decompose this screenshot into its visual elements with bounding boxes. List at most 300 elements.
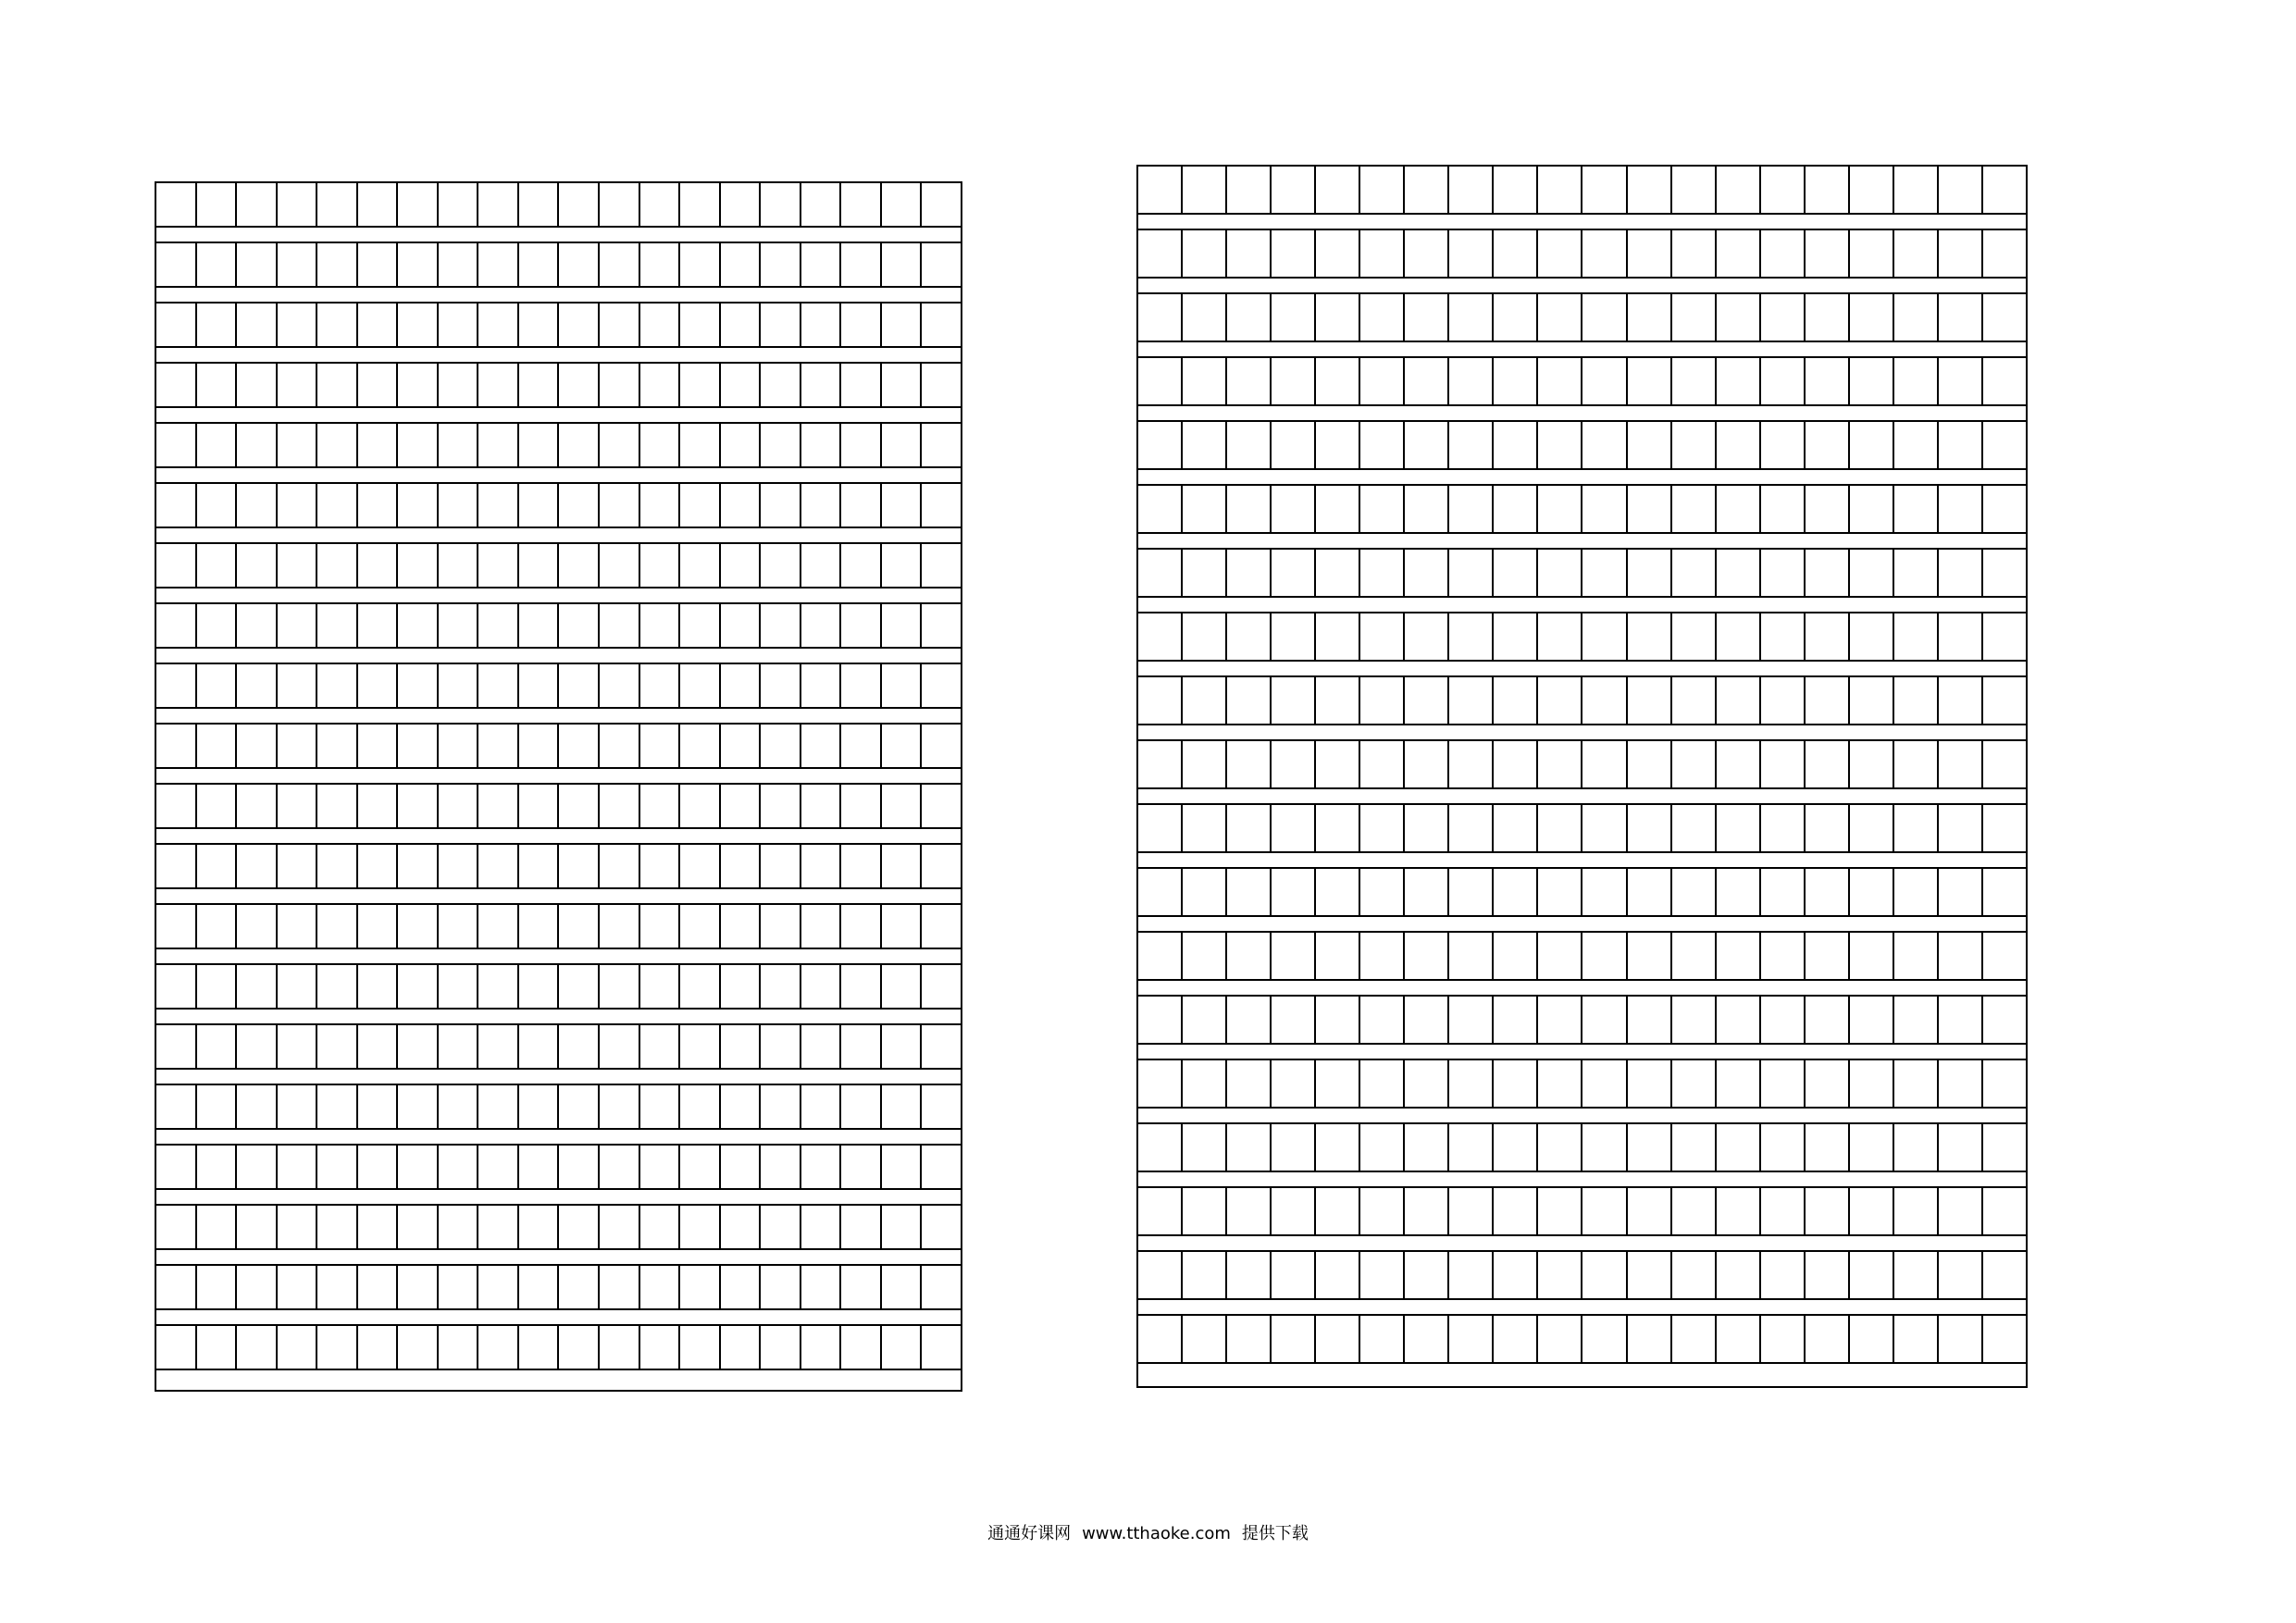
- grid-cell: [1850, 1252, 1894, 1298]
- grid-cell: [1672, 550, 1717, 596]
- grid-cell: [1717, 997, 1761, 1043]
- grid-cell: [559, 1025, 600, 1068]
- grid-cell: [439, 785, 479, 827]
- grid-cell: [1538, 422, 1582, 468]
- grid-cell: [1449, 167, 1494, 213]
- grid-cell: [1806, 869, 1850, 915]
- grid-cell: [519, 664, 560, 707]
- grid-cell: [1983, 741, 2026, 787]
- grid-cell: [439, 1206, 479, 1248]
- grid-cell: [801, 183, 842, 226]
- grid-cell: [882, 905, 923, 948]
- grid-cell: [278, 183, 318, 226]
- grid-cell: [1138, 677, 1183, 724]
- grid-cell: [1538, 1060, 1582, 1107]
- grid-cell: [1227, 805, 1272, 851]
- grid-cell: [1894, 550, 1939, 596]
- grid-cell: [1628, 358, 1672, 404]
- grid-cell: [1272, 1124, 1316, 1171]
- grid-cell: [1983, 1124, 2026, 1171]
- grid-cell: [398, 484, 439, 527]
- grid-cell: [1761, 869, 1806, 915]
- grid-row-spacer: [1138, 1172, 2026, 1188]
- grid-row: [156, 725, 961, 769]
- grid-cell: [600, 905, 640, 948]
- grid-cell: [1582, 550, 1627, 596]
- grid-cell: [398, 845, 439, 887]
- grid-cell: [721, 1206, 762, 1248]
- grid-cell: [1983, 294, 2026, 341]
- grid-cell: [398, 604, 439, 647]
- grid-cell: [1360, 1060, 1405, 1107]
- grid-cell: [1360, 230, 1405, 277]
- grid-cell: [761, 484, 801, 527]
- grid-cell: [1582, 1188, 1627, 1234]
- grid-row: [1138, 1252, 2026, 1300]
- grid-cell: [478, 484, 519, 527]
- grid-cell: [1717, 677, 1761, 724]
- grid-cell: [1538, 613, 1582, 660]
- grid-cell: [1538, 294, 1582, 341]
- footer: [0, 1520, 2296, 1544]
- grid-cell: [801, 664, 842, 707]
- grid-cell: [1850, 422, 1894, 468]
- grid-row: [1138, 805, 2026, 853]
- grid-cell: [1316, 933, 1360, 979]
- grid-cell: [882, 604, 923, 647]
- grid-cell: [1628, 1252, 1672, 1298]
- grid-cell: [1272, 1188, 1316, 1234]
- grid-cell: [1939, 230, 1983, 277]
- grid-row-spacer: [1138, 1109, 2026, 1124]
- grid-cell: [680, 664, 721, 707]
- grid-cell: [1983, 486, 2026, 532]
- grid-cell: [1672, 294, 1717, 341]
- grid-cell: [680, 905, 721, 948]
- grid-cell: [882, 183, 923, 226]
- grid-cell: [1494, 422, 1538, 468]
- grid-cell: [1405, 230, 1449, 277]
- grid-cell: [1183, 550, 1227, 596]
- grid-cell: [1894, 358, 1939, 404]
- grid-cell: [1582, 677, 1627, 724]
- grid-cell: [317, 364, 358, 406]
- grid-cell: [358, 1025, 399, 1068]
- grid-cell: [640, 1206, 681, 1248]
- grid-cell: [801, 845, 842, 887]
- grid-cell: [519, 544, 560, 587]
- grid-cell: [197, 243, 238, 286]
- grid-row: [156, 1266, 961, 1310]
- grid-cell: [882, 1266, 923, 1308]
- grid-cell: [197, 304, 238, 346]
- grid-cell: [478, 1085, 519, 1128]
- grid-cell: [600, 725, 640, 767]
- grid-row: [1138, 486, 2026, 534]
- grid-cell: [197, 725, 238, 767]
- grid-cell: [237, 544, 278, 587]
- grid-cell: [1449, 1124, 1494, 1171]
- grid-cell: [1983, 933, 2026, 979]
- grid-cell: [358, 1266, 399, 1308]
- grid-cell: [317, 424, 358, 466]
- grid-cell: [1894, 167, 1939, 213]
- grid-cell: [439, 1025, 479, 1068]
- grid-cell: [317, 965, 358, 1008]
- grid-cell: [439, 664, 479, 707]
- grid-cell: [478, 664, 519, 707]
- grid-row: [156, 544, 961, 588]
- grid-cell: [1183, 167, 1227, 213]
- grid-cell: [1939, 869, 1983, 915]
- grid-row: [156, 1146, 961, 1190]
- grid-cell: [922, 1206, 961, 1248]
- grid-cell: [1360, 1252, 1405, 1298]
- grid-cell: [1227, 1124, 1272, 1171]
- grid-cell: [1806, 997, 1850, 1043]
- grid-cell: [1494, 1060, 1538, 1107]
- grid-cell: [600, 424, 640, 466]
- grid-cell: [1183, 1124, 1227, 1171]
- grid-cell: [680, 845, 721, 887]
- grid-cell: [600, 243, 640, 286]
- grid-cell: [478, 183, 519, 226]
- grid-row: [156, 424, 961, 468]
- grid-cell: [640, 1085, 681, 1128]
- grid-cell: [761, 1266, 801, 1308]
- grid-row-spacer: [1138, 1364, 2026, 1380]
- grid-cell: [398, 1146, 439, 1188]
- grid-cell: [237, 243, 278, 286]
- grid-cell: [559, 1146, 600, 1188]
- grid-cell: [1449, 1188, 1494, 1234]
- grid-cell: [1983, 1316, 2026, 1362]
- grid-row: [1138, 997, 2026, 1045]
- grid-cell: [156, 424, 197, 466]
- grid-cell: [317, 725, 358, 767]
- grid-cell: [1272, 677, 1316, 724]
- grid-cell: [1272, 1252, 1316, 1298]
- grid-row: [1138, 167, 2026, 215]
- grid-cell: [358, 1146, 399, 1188]
- grid-cell: [1894, 294, 1939, 341]
- grid-cell: [1894, 1060, 1939, 1107]
- grid-cell: [1405, 677, 1449, 724]
- grid-cell: [1272, 1316, 1316, 1362]
- grid-cell: [358, 664, 399, 707]
- grid-cell: [1538, 1316, 1582, 1362]
- grid-cell: [1894, 1316, 1939, 1362]
- grid-cell: [801, 785, 842, 827]
- grid-cell: [801, 484, 842, 527]
- grid-cell: [1672, 1060, 1717, 1107]
- grid-cell: [841, 905, 882, 948]
- grid-cell: [600, 183, 640, 226]
- grid-row: [156, 905, 961, 949]
- grid-cell: [1717, 422, 1761, 468]
- grid-cell: [1494, 358, 1538, 404]
- grid-cell: [1939, 486, 1983, 532]
- grid-cell: [358, 604, 399, 647]
- grid-cell: [1494, 613, 1538, 660]
- grid-cell: [1227, 486, 1272, 532]
- grid-cell: [882, 664, 923, 707]
- grid-cell: [680, 725, 721, 767]
- grid-cell: [197, 905, 238, 948]
- grid-cell: [1939, 805, 1983, 851]
- grid-cell: [721, 424, 762, 466]
- grid-cell: [519, 1266, 560, 1308]
- grid-cell: [1272, 167, 1316, 213]
- grid-cell: [1405, 294, 1449, 341]
- grid-cell: [600, 304, 640, 346]
- grid-cell: [761, 304, 801, 346]
- grid-cell: [841, 484, 882, 527]
- grid-cell: [197, 664, 238, 707]
- grid-cell: [1983, 997, 2026, 1043]
- grid-cell: [1582, 933, 1627, 979]
- grid-cell: [841, 725, 882, 767]
- grid-cell: [1227, 1252, 1272, 1298]
- grid-row-spacer: [156, 889, 961, 905]
- grid-cell: [1405, 933, 1449, 979]
- grid-cell: [519, 243, 560, 286]
- grid-cell: [1582, 805, 1627, 851]
- grid-cell: [1449, 997, 1494, 1043]
- grid-cell: [1983, 805, 2026, 851]
- grid-cell: [1806, 677, 1850, 724]
- grid-cell: [278, 845, 318, 887]
- grid-row: [156, 1025, 961, 1070]
- grid-cell: [156, 304, 197, 346]
- grid-cell: [1227, 869, 1272, 915]
- grid-cell: [600, 1025, 640, 1068]
- grid-cell: [1717, 167, 1761, 213]
- grid-cell: [156, 243, 197, 286]
- grid-cell: [156, 1085, 197, 1128]
- grid-cell: [1316, 230, 1360, 277]
- grid-cell: [1628, 1124, 1672, 1171]
- grid-cell: [1138, 550, 1183, 596]
- grid-row-spacer: [156, 408, 961, 424]
- grid-cell: [1717, 933, 1761, 979]
- grid-cell: [478, 424, 519, 466]
- grid-cell: [761, 604, 801, 647]
- grid-cell: [680, 965, 721, 1008]
- grid-cell: [1494, 677, 1538, 724]
- grid-cell: [237, 183, 278, 226]
- grid-cell: [600, 845, 640, 887]
- grid-cell: [1449, 294, 1494, 341]
- grid-cell: [721, 544, 762, 587]
- grid-cell: [600, 965, 640, 1008]
- grid-cell: [1939, 167, 1983, 213]
- grid-cell: [1628, 1188, 1672, 1234]
- grid-cell: [1227, 167, 1272, 213]
- grid-cell: [317, 1025, 358, 1068]
- grid-row-spacer: [1138, 1045, 2026, 1060]
- grid-cell: [1582, 294, 1627, 341]
- grid-cell: [1806, 550, 1850, 596]
- grid-cell: [519, 604, 560, 647]
- grid-cell: [761, 1146, 801, 1188]
- grid-cell: [1494, 550, 1538, 596]
- grid-cell: [156, 1146, 197, 1188]
- grid-cell: [1806, 294, 1850, 341]
- grid-cell: [317, 1326, 358, 1369]
- grid-cell: [761, 664, 801, 707]
- grid-cell: [600, 604, 640, 647]
- grid-cell: [398, 544, 439, 587]
- grid-cell: [439, 905, 479, 948]
- grid-cell: [398, 183, 439, 226]
- grid-cell: [1138, 1188, 1183, 1234]
- grid-cell: [439, 243, 479, 286]
- grid-cell: [1316, 422, 1360, 468]
- grid-cell: [1717, 230, 1761, 277]
- grid-cell: [640, 965, 681, 1008]
- grid-cell: [1316, 869, 1360, 915]
- grid-cell: [721, 664, 762, 707]
- grid-cell: [439, 544, 479, 587]
- grid-cell: [882, 965, 923, 1008]
- grid-row-spacer: [1138, 279, 2026, 294]
- grid-cell: [197, 544, 238, 587]
- grid-cell: [801, 424, 842, 466]
- grid-cell: [156, 364, 197, 406]
- grid-cell: [680, 544, 721, 587]
- grid-cell: [358, 725, 399, 767]
- grid-row-spacer: [1138, 342, 2026, 358]
- grid-cell: [478, 364, 519, 406]
- footer-note: 提供下载: [1241, 1524, 1309, 1543]
- grid-cell: [358, 424, 399, 466]
- grid-cell: [1405, 1124, 1449, 1171]
- grid-cell: [1672, 1316, 1717, 1362]
- grid-cell: [439, 364, 479, 406]
- grid-cell: [1227, 358, 1272, 404]
- grid-cell: [1227, 1188, 1272, 1234]
- grid-cell: [1538, 1252, 1582, 1298]
- grid-cell: [1850, 167, 1894, 213]
- grid-row-spacer: [1138, 598, 2026, 613]
- grid-cell: [1672, 167, 1717, 213]
- grid-cell: [1761, 1124, 1806, 1171]
- grid-cell: [439, 725, 479, 767]
- grid-cell: [841, 183, 882, 226]
- grid-row: [1138, 1316, 2026, 1364]
- grid-cell: [1850, 1060, 1894, 1107]
- grid-cell: [278, 544, 318, 587]
- grid-cell: [721, 785, 762, 827]
- grid-cell: [1538, 1124, 1582, 1171]
- grid-cell: [1672, 869, 1717, 915]
- writing-grid-left: [155, 181, 962, 1392]
- grid-cell: [439, 965, 479, 1008]
- grid-cell: [197, 484, 238, 527]
- grid-cell: [761, 845, 801, 887]
- grid-cell: [1717, 358, 1761, 404]
- grid-cell: [1582, 1316, 1627, 1362]
- grid-cell: [1806, 1252, 1850, 1298]
- grid-row: [1138, 422, 2026, 470]
- grid-cell: [1183, 677, 1227, 724]
- grid-cell: [1138, 358, 1183, 404]
- grid-cell: [1939, 422, 1983, 468]
- grid-row: [156, 183, 961, 228]
- grid-row-spacer: [1138, 406, 2026, 422]
- grid-cell: [1360, 294, 1405, 341]
- grid-cell: [478, 304, 519, 346]
- grid-cell: [922, 424, 961, 466]
- grid-cell: [478, 725, 519, 767]
- grid-cell: [1628, 1060, 1672, 1107]
- grid-cell: [1272, 230, 1316, 277]
- grid-cell: [600, 364, 640, 406]
- grid-cell: [1227, 933, 1272, 979]
- grid-cell: [1628, 230, 1672, 277]
- grid-cell: [721, 725, 762, 767]
- grid-cell: [922, 785, 961, 827]
- grid-cell: [1939, 294, 1983, 341]
- grid-cell: [721, 243, 762, 286]
- footer-url: www.tthaoke.com: [1082, 1524, 1231, 1543]
- grid-cell: [801, 304, 842, 346]
- grid-cell: [1628, 805, 1672, 851]
- grid-cell: [559, 364, 600, 406]
- grid-cell: [721, 304, 762, 346]
- grid-cell: [600, 1206, 640, 1248]
- grid-cell: [1761, 167, 1806, 213]
- grid-cell: [317, 905, 358, 948]
- grid-cell: [278, 424, 318, 466]
- grid-row-spacer: [1138, 534, 2026, 550]
- grid-cell: [1850, 486, 1894, 532]
- grid-cell: [1894, 1124, 1939, 1171]
- grid-cell: [1850, 613, 1894, 660]
- grid-row: [1138, 741, 2026, 789]
- grid-cell: [841, 424, 882, 466]
- grid-cell: [519, 364, 560, 406]
- grid-cell: [1894, 230, 1939, 277]
- grid-row-spacer: [1138, 789, 2026, 805]
- grid-cell: [1538, 933, 1582, 979]
- grid-cell: [439, 604, 479, 647]
- footer-site-name: 通通好课网: [987, 1524, 1072, 1543]
- grid-cell: [439, 484, 479, 527]
- grid-cell: [1405, 869, 1449, 915]
- grid-cell: [156, 484, 197, 527]
- grid-cell: [478, 1025, 519, 1068]
- grid-cell: [1717, 1252, 1761, 1298]
- grid-cell: [478, 544, 519, 587]
- grid-cell: [559, 424, 600, 466]
- grid-cell: [1138, 997, 1183, 1043]
- grid-cell: [1494, 167, 1538, 213]
- grid-cell: [317, 604, 358, 647]
- grid-cell: [922, 664, 961, 707]
- grid-cell: [1894, 1188, 1939, 1234]
- grid-cell: [1316, 1316, 1360, 1362]
- grid-cell: [1449, 1316, 1494, 1362]
- grid-cell: [1806, 613, 1850, 660]
- grid-cell: [721, 965, 762, 1008]
- grid-cell: [439, 1085, 479, 1128]
- grid-cell: [358, 905, 399, 948]
- grid-cell: [1405, 167, 1449, 213]
- grid-cell: [801, 243, 842, 286]
- grid-cell: [1360, 933, 1405, 979]
